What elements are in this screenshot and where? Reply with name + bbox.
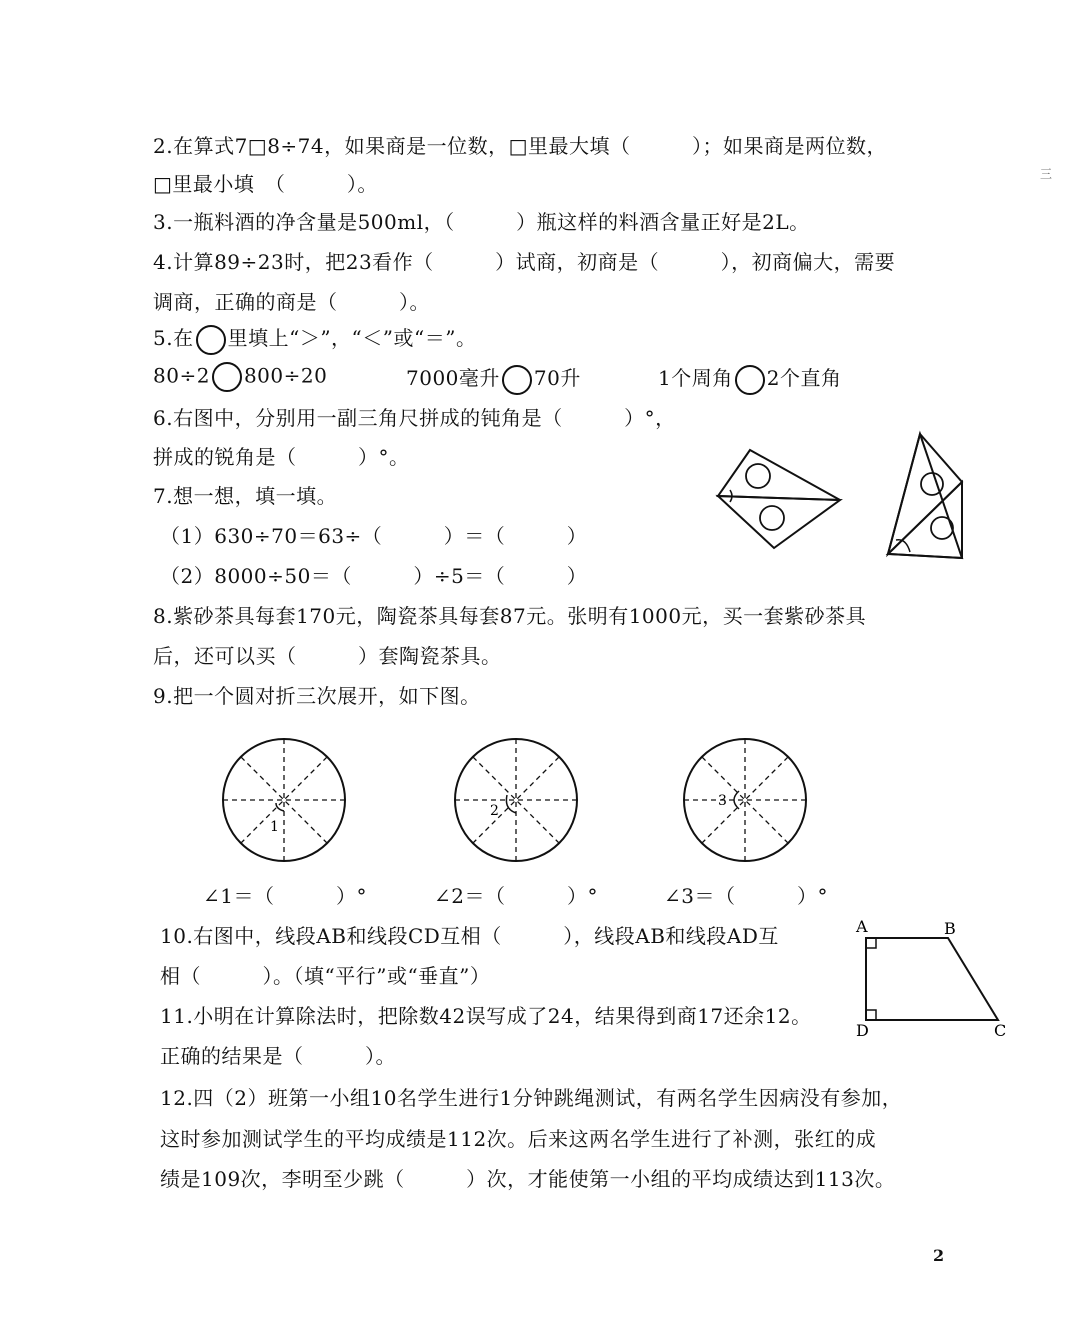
- q8-line2: 后，还可以买（ ）套陶瓷茶具。: [153, 644, 502, 668]
- q4-line1: 4.计算89÷23时，把23看作（ ）试商，初商是（ ），初商偏大，需要: [153, 250, 896, 274]
- q5-p1-left: 80÷2: [153, 363, 210, 388]
- set-square-acute-figure: [882, 430, 982, 570]
- folded-circle-2: [452, 737, 582, 867]
- compare-circle-icon[interactable]: [212, 362, 242, 392]
- q9-angle3: ∠3＝（ ）°: [664, 884, 828, 908]
- compare-circle-icon: [196, 325, 226, 355]
- compare-circle-icon[interactable]: [502, 365, 532, 395]
- point-d: D: [856, 1021, 869, 1040]
- q9-title: 9.把一个圆对折三次展开，如下图。: [153, 684, 481, 708]
- q7-sub2: （2）8000÷50＝（ ）÷5＝（ ）: [160, 564, 588, 588]
- page-number: 2: [933, 1246, 945, 1265]
- q5-problem-3: [658, 362, 841, 395]
- q3-line1: 3.一瓶料酒的净含量是500ml，（ ）瓶这样的料酒含量正好是2L。: [153, 210, 810, 234]
- q6-line2: 拼成的锐角是（ ）°。: [153, 445, 410, 469]
- q5-intro-a: 5.在: [153, 326, 194, 350]
- q10-line1: 10.右图中，线段AB和线段CD互相（ ），线段AB和线段AD互: [160, 924, 779, 948]
- q2-line1: 2.在算式7□8÷74，如果商是一位数，□里最大填（ ）；如果商是两位数，: [153, 134, 888, 158]
- q5-p2-right: 70升: [533, 366, 581, 390]
- q4-line2: 调商，正确的商是（ ）。: [153, 290, 430, 314]
- q12-line3: 绩是109次，李明至少跳（ ）次，才能使第一小组的平均成绩达到113次。: [160, 1167, 896, 1191]
- point-b: B: [944, 919, 956, 938]
- folded-circle-1: [220, 737, 350, 867]
- point-c: C: [994, 1021, 1007, 1040]
- q5-problem-2: [406, 362, 581, 395]
- trapezoid-figure: [852, 914, 1012, 1039]
- q12-line2: 这时参加测试学生的平均成绩是112次。后来这两名学生进行了补测，张红的成: [160, 1127, 877, 1151]
- angle-label-1: 1: [270, 819, 279, 835]
- q11-line2: 正确的结果是（ ）。: [160, 1044, 396, 1068]
- q5-p3-left: 1个周角: [658, 366, 733, 390]
- q7-sub1: （1）630÷70＝63÷（ ）＝（ ）: [160, 524, 588, 548]
- q8-line1: 8.紫砂茶具每套170元，陶瓷茶具每套87元。张明有1000元，买一套紫砂茶具: [153, 604, 867, 628]
- set-square-obtuse-figure: [712, 438, 852, 558]
- q12-line1: 12.四（2）班第一小组10名学生进行1分钟跳绳测试，有两名学生因病没有参加，: [160, 1086, 903, 1110]
- angle-label-2: 2: [490, 803, 499, 819]
- margin-mark: 三: [1039, 167, 1052, 181]
- angle-label-3: 3: [718, 793, 727, 809]
- point-a: A: [856, 917, 868, 936]
- q2-line2: □里最小填 （ ）。: [153, 172, 378, 196]
- folded-circle-3: [681, 737, 811, 867]
- q5-intro-b: 里填上“＞”，“＜”或“＝”。: [227, 326, 477, 350]
- q9-angle1: ∠1＝（ ）°: [203, 884, 367, 908]
- q5-problem-1: [153, 362, 327, 392]
- q5-intro: [153, 322, 476, 355]
- q5-p3-right: 2个直角: [766, 366, 842, 390]
- q10-line2: 相（ ）。（填“平行”或“垂直”）: [160, 964, 491, 988]
- q11-line1: 11.小明在计算除法时，把除数42误写成了24，结果得到商17还余12。: [160, 1004, 812, 1028]
- q7-title: 7.想一想，填一填。: [153, 484, 338, 508]
- compare-circle-icon[interactable]: [735, 365, 765, 395]
- q5-p2-left: 7000毫升: [406, 366, 500, 390]
- q5-p1-right: 800÷20: [243, 363, 328, 388]
- q9-angle2: ∠2＝（ ）°: [434, 884, 598, 908]
- q6-line1: 6.右图中，分别用一副三角尺拼成的钝角是（ ）°，: [153, 406, 676, 430]
